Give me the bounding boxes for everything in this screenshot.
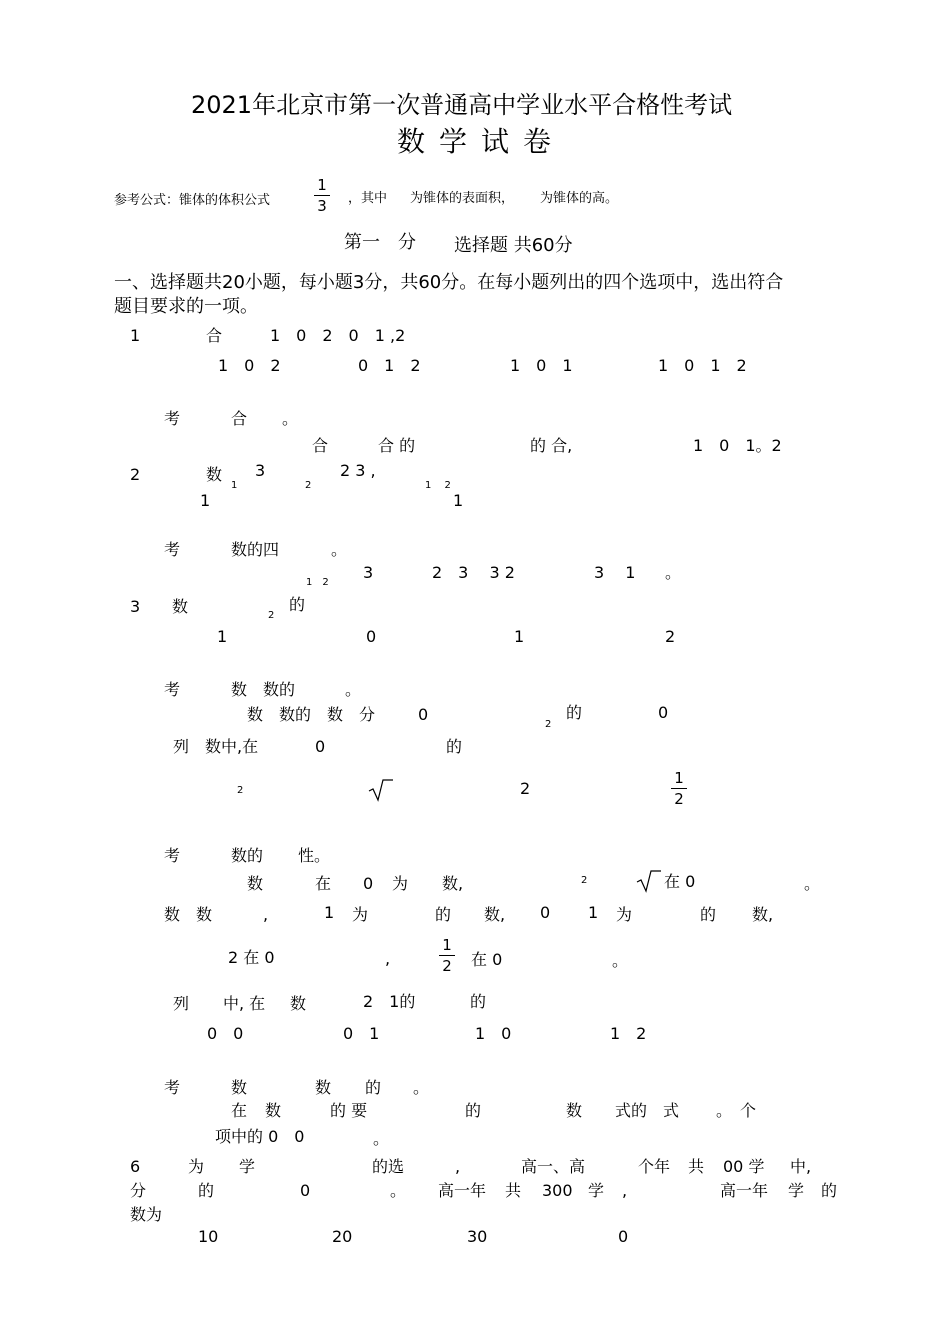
instructions-line2: 题目要求的一项。	[114, 296, 258, 317]
q5-answer1-4: 的	[465, 1101, 482, 1120]
q4-option-c: 2	[520, 779, 531, 798]
q4-answer1-3: 0	[363, 874, 374, 893]
q3-option-d: 2	[665, 627, 676, 646]
q6-line2-7: 300	[542, 1181, 573, 1200]
q6-line1-3: 学	[239, 1157, 256, 1176]
q4-answer1-4: 为	[392, 874, 409, 893]
q4-answer1-5: 数,	[442, 874, 464, 893]
q3-stem-end: 的	[289, 595, 306, 614]
page-title: 2021年北京市第一次普通高中学业水平合格性考试	[191, 91, 733, 119]
q1-option-a: 1 0 2	[218, 356, 281, 375]
q4-answer2-1: 数 数	[164, 905, 213, 924]
q2-subscripts: 1 2	[425, 480, 451, 491]
q5-answer1-6: 式的 式	[615, 1101, 680, 1120]
q6-line1-7: 个年	[638, 1157, 671, 1176]
q3-analysis-label: 考	[164, 680, 181, 699]
q3-answer-subscript: 2	[545, 719, 552, 730]
q5-answer1-7: 。 个	[716, 1101, 757, 1120]
q2-answer-3: 3	[363, 563, 374, 582]
formula-prefix: 参考公式：锥体的体积公式	[114, 193, 271, 208]
q5-option-b: 0 1	[343, 1024, 380, 1043]
q5-analysis-4: 的	[365, 1078, 382, 1097]
q3-option-a: 1	[217, 627, 228, 646]
q3-stem-text: 数	[172, 597, 189, 616]
q4-answer3-2: ,	[385, 949, 391, 968]
q5-analysis-end: 。	[413, 1078, 430, 1097]
q4-answer1-2: 在	[315, 874, 332, 893]
q6-line1-8: 共	[688, 1157, 705, 1176]
q5-stem-1: 列	[173, 994, 190, 1013]
q3-option-b: 0	[366, 627, 377, 646]
q1-analysis-label: 考	[164, 409, 181, 428]
formula-mid1: ，其中	[348, 191, 388, 206]
q5-answer1-5: 数	[566, 1101, 583, 1120]
q1-stem-text: 合	[206, 326, 223, 345]
q3-option-c: 1	[514, 627, 525, 646]
q4-answer3-fraction	[439, 936, 455, 975]
q6-line2-11: 学	[788, 1181, 805, 1200]
q5-analysis-2: 数	[231, 1078, 248, 1097]
q4-answer2-4: 为	[352, 905, 369, 924]
q6-line2-5: 高一年	[438, 1181, 487, 1200]
q4-answer2-9: 为	[616, 905, 633, 924]
q2-answer-subscripts: 1 2	[306, 577, 329, 588]
q1-stem-set: 1 0 2 0 1 ,2	[270, 326, 406, 345]
section-name: 第一 分	[344, 232, 416, 253]
q1-analysis-text: 合	[231, 409, 248, 428]
q6-line1-4: 的选	[372, 1157, 405, 1176]
q6-line1-10: 中,	[790, 1157, 812, 1176]
q2-stem-23: 2 3 ,	[340, 461, 376, 480]
q4-answer3-den: 2	[442, 957, 452, 975]
q6-number: 6	[130, 1157, 141, 1176]
q6-line1-5: ,	[455, 1157, 461, 1176]
q6-line2-4: 。	[390, 1181, 407, 1200]
q2-answer-end: 。	[665, 563, 682, 582]
q6-line1-2: 为	[188, 1157, 205, 1176]
q5-stem-4: 2 1的	[363, 992, 416, 1011]
q6-line1-6: 高一、高	[521, 1157, 586, 1176]
q4-answer2-2: ,	[263, 905, 269, 924]
q5-option-a: 0 0	[207, 1024, 244, 1043]
q1-answer-2: 合 的	[378, 436, 416, 455]
square-root-icon	[636, 869, 662, 893]
q2-answer-choice: 3 1	[594, 563, 636, 582]
formula-fraction	[314, 176, 330, 215]
q3-answer-zero: 0	[418, 705, 429, 724]
q2-number: 2	[130, 465, 141, 484]
q4-analysis-label: 考	[164, 846, 181, 865]
q6-option-b: 20	[332, 1227, 353, 1246]
q2-subscript-1: 1	[231, 480, 238, 491]
q2-analysis-end: 。	[331, 540, 348, 559]
q3-answer-result: 0	[658, 703, 669, 722]
q5-answer2-1: 项中的 0 0	[215, 1127, 305, 1146]
q4-answer3-num: 1	[442, 936, 452, 954]
q5-answer1-1: 在	[231, 1101, 248, 1120]
q6-line2-2: 的	[198, 1181, 215, 1200]
q6-line2-10: 高一年	[720, 1181, 769, 1200]
q1-option-d: 1 0 1 2	[658, 356, 747, 375]
q6-line2-3: 0	[300, 1181, 311, 1200]
q6-option-d: 0	[618, 1227, 629, 1246]
q4-answer2-8: 1	[588, 903, 599, 922]
q4-answer1-7: 在 0	[664, 872, 696, 891]
q1-answer-1: 合	[312, 436, 329, 455]
fraction-bar	[439, 955, 455, 956]
q4-answer2-7: 0	[540, 903, 551, 922]
q4-answer2-5: 的	[435, 905, 452, 924]
q4-option-a: 2	[237, 785, 244, 796]
q1-analysis-end: 。	[282, 409, 299, 428]
q4-answer3-1: 2 在 0	[228, 948, 275, 967]
q6-option-a: 10	[198, 1227, 219, 1246]
q4-analysis-end: 性。	[298, 846, 331, 865]
q6-option-c: 30	[467, 1227, 488, 1246]
formula-frac-den: 3	[317, 197, 327, 215]
q5-answer2-2: 。	[373, 1129, 390, 1148]
q3-number: 3	[130, 597, 141, 616]
q2-stem-3: 3	[255, 461, 266, 480]
fraction-bar	[314, 195, 330, 196]
q4-option-d-den: 2	[674, 790, 684, 808]
q4-stem-zero: 0	[315, 737, 326, 756]
square-root-icon	[368, 778, 394, 802]
q2-option-d: 1	[453, 491, 464, 510]
q3-subscript: 2	[268, 610, 275, 621]
q6-line2-6: 共	[505, 1181, 522, 1200]
q4-answer3-5: 在 0	[471, 950, 503, 969]
formula-mid2: 为锥体的表面积，	[410, 191, 515, 206]
q3-analysis-text: 数 数的	[231, 680, 296, 699]
q5-option-d: 1 2	[610, 1024, 647, 1043]
q4-option-d-fraction	[671, 769, 687, 808]
section-desc: 选择题 共60分	[454, 235, 573, 256]
q4-stem-end: 的	[446, 737, 463, 756]
q4-answer2-11: 数,	[752, 905, 774, 924]
q6-line2-12: 的	[821, 1181, 838, 1200]
q5-answer1-3: 的 要	[330, 1101, 368, 1120]
q4-option-d-num: 1	[674, 769, 684, 787]
q4-answer2-3: 1	[324, 903, 335, 922]
instructions-line1: 一、选择题共20小题，每小题3分，共60分。在每小题列出的四个选项中，选出符合	[114, 272, 784, 293]
q6-line2-8: 学	[588, 1181, 605, 1200]
q4-answer1-6: 2	[581, 875, 588, 886]
q3-answer-text: 数 数的 数 分	[247, 705, 376, 724]
q6-line2-9: ,	[622, 1181, 628, 1200]
q6-line1-9: 00 学	[723, 1157, 765, 1176]
q5-stem-5: 的	[470, 992, 487, 1011]
q2-answer-values: 2 3 3 2	[432, 563, 515, 582]
q5-stem-3: 数	[290, 994, 307, 1013]
q2-subscript-2: 2	[305, 480, 312, 491]
q1-answer-4: 1 0 1。2	[693, 436, 782, 455]
q2-option-a: 1	[200, 491, 211, 510]
q5-stem-2: 中, 在	[223, 994, 266, 1013]
q2-analysis-label: 考	[164, 540, 181, 559]
q5-analysis-3: 数	[315, 1078, 332, 1097]
q6-line2-1: 分	[130, 1181, 147, 1200]
q2-stem-text: 数	[206, 465, 223, 484]
q3-analysis-end: 。	[345, 680, 362, 699]
q5-answer1-2: 数	[265, 1101, 282, 1120]
q3-answer-de: 的	[566, 703, 583, 722]
q4-answer2-10: 的	[700, 905, 717, 924]
q4-stem-text: 列 数中,在	[173, 737, 259, 756]
q4-answer3-6: 。	[612, 951, 629, 970]
fraction-bar	[671, 788, 687, 789]
q4-answer1-8: 。	[804, 874, 821, 893]
q4-answer1-1: 数	[247, 874, 264, 893]
q1-answer-3: 的 合,	[530, 436, 573, 455]
page-subtitle: 数学试卷	[397, 125, 566, 158]
q1-number: 1	[130, 326, 141, 345]
q5-analysis-label: 考	[164, 1078, 181, 1097]
formula-mid3: 为锥体的高。	[540, 191, 619, 206]
q2-analysis-text: 数的四	[231, 540, 280, 559]
q4-answer2-6: 数,	[484, 905, 506, 924]
q6-line3: 数为	[130, 1205, 163, 1224]
q4-analysis-text: 数的	[231, 846, 264, 865]
q1-option-c: 1 0 1	[510, 356, 573, 375]
q5-option-c: 1 0	[475, 1024, 512, 1043]
formula-frac-num: 1	[317, 176, 327, 194]
q1-option-b: 0 1 2	[358, 356, 421, 375]
